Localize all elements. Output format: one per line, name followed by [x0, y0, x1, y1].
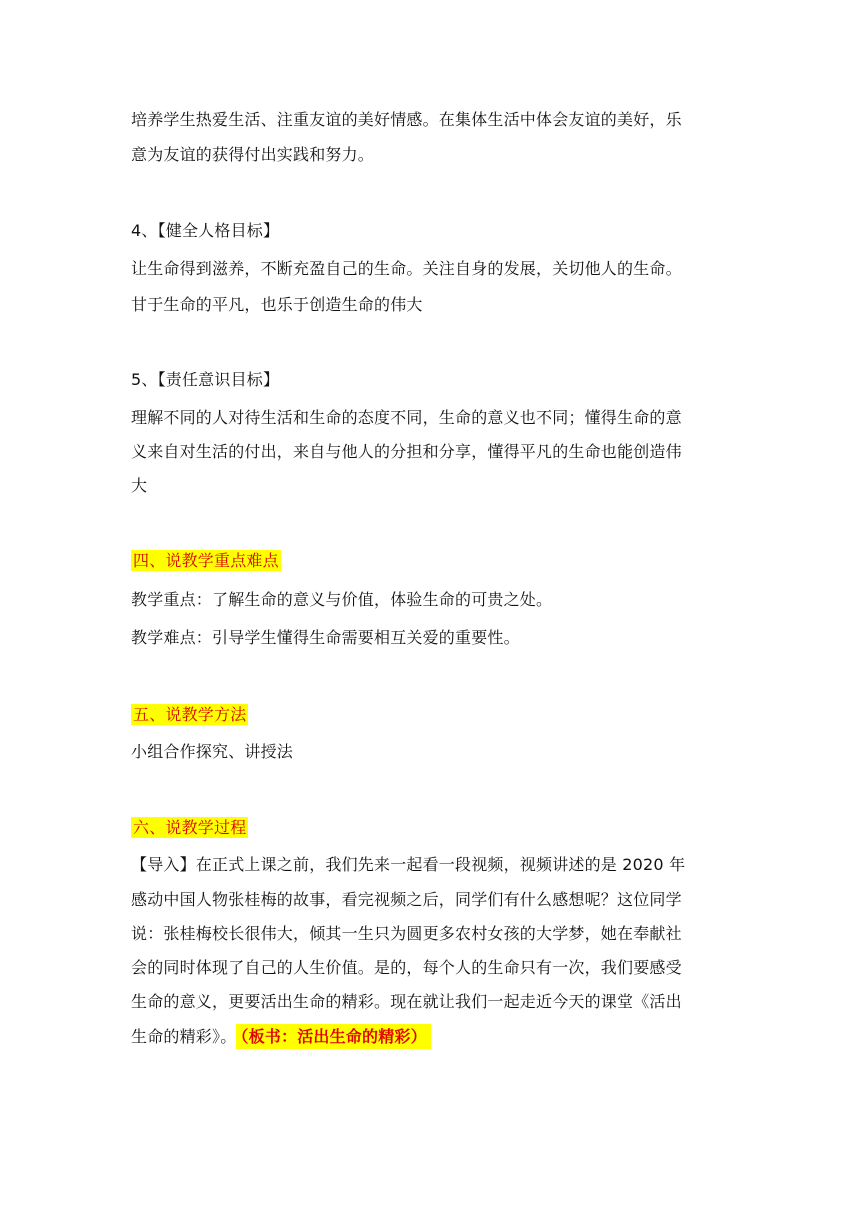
key-point-line: 教学重点：了解生命的意义与价值，体验生命的可贵之处。	[131, 590, 553, 609]
heading-five	[131, 705, 248, 725]
process-line-4: 会的同时体现了自己的人生价值。是的，每个人的生命只有一次，我们要感受	[131, 958, 682, 977]
heading-four-text: 四、说教学重点难点	[133, 551, 279, 570]
intro-paragraph-line-1: 培养学生热爱生活、注重友谊的美好情感。在集体生活中体会友谊的美好，乐	[131, 110, 682, 129]
process-line-6	[131, 1027, 431, 1047]
heading-six	[131, 818, 248, 838]
process-line-5: 生命的意义，更要活出生命的精彩。现在就让我们一起走近今天的课堂《活出	[131, 992, 682, 1011]
heading-five-text: 五、说教学方法	[133, 705, 247, 724]
section-4-line-2: 甘于生命的平凡，也乐于创造生命的伟大	[131, 295, 423, 314]
blackboard-note-highlight: （板书：活出生命的精彩）	[236, 1024, 430, 1049]
section-5-line-2: 义来自对生活的付出，来自与他人的分担和分享，懂得平凡的生命也能创造伟	[131, 442, 682, 461]
process-line-6-text: 生命的精彩》。	[131, 1027, 237, 1046]
process-line-2: 感动中国人物张桂梅的故事，看完视频之后，同学们有什么感想呢？这位同学	[131, 890, 682, 909]
process-line-3: 说：张桂梅校长很伟大，倾其一生只为圆更多农村女孩的大学梦，她在奉献社	[131, 924, 682, 943]
intro-paragraph-line-2: 意为友谊的获得付出实践和努力。	[131, 145, 375, 164]
section-4-line-1: 让生命得到滋养，不断充盈自己的生命。关注自身的发展，关切他人的生命。	[131, 259, 682, 278]
section-5-title: 5、【责任意识目标】	[131, 370, 280, 389]
heading-four	[131, 551, 281, 571]
section-5-line-1: 理解不同的人对待生活和生命的态度不同，生命的意义也不同；懂得生命的意	[131, 408, 682, 427]
section-4-title: 4、【健全人格目标】	[131, 221, 280, 240]
methods-line: 小组合作探究、讲授法	[131, 742, 294, 761]
difficulty-line: 教学难点：引导学生懂得生命需要相互关爱的重要性。	[131, 628, 520, 647]
heading-six-text: 六、说教学过程	[133, 818, 247, 837]
process-line-1: 【导入】在正式上课之前，我们先来一起看一段视频，视频讲述的是 2020 年	[131, 855, 686, 874]
section-5-line-3: 大	[131, 476, 148, 495]
